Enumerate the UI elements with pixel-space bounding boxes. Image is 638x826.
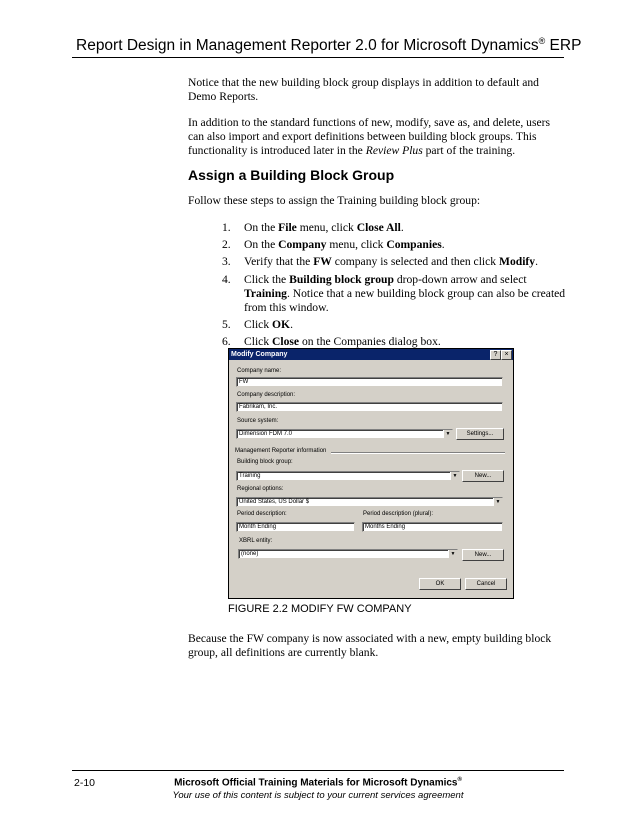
step-text: Click bbox=[244, 335, 273, 349]
period-description-plural-input[interactable]: Months Ending bbox=[362, 522, 503, 532]
new-building-block-button[interactable]: New... bbox=[462, 470, 504, 482]
step-bold-term: Modify bbox=[499, 255, 536, 269]
mr-information-group-label: Management Reporter information bbox=[235, 448, 327, 454]
step-bold-term: FW bbox=[313, 255, 332, 269]
chevron-down-icon[interactable]: ▼ bbox=[450, 472, 459, 480]
p2-emphasis: Review Plus bbox=[365, 144, 423, 158]
paragraph-conclusion-text: Because the FW company is now associated with a new, empty building block group, all definitions are currently blank. bbox=[188, 632, 552, 660]
modify-company-dialog bbox=[228, 348, 514, 599]
header-title-suffix: ERP bbox=[545, 37, 582, 55]
xbrl-entity-value: (none) bbox=[241, 551, 259, 557]
settings-button[interactable]: Settings... bbox=[456, 428, 504, 440]
xbrl-entity-dropdown[interactable] bbox=[238, 549, 458, 559]
source-system-label: Source system: bbox=[237, 418, 279, 424]
step-text: . bbox=[400, 221, 404, 234]
header-rule bbox=[72, 57, 564, 58]
building-block-group-dropdown[interactable] bbox=[236, 471, 460, 481]
step-text: menu, click bbox=[296, 221, 357, 234]
step-item bbox=[222, 221, 567, 235]
ok-button[interactable]: OK bbox=[419, 578, 461, 590]
source-system-value: Dimension FDM 7.0 bbox=[239, 431, 293, 437]
paragraph-intro-text: Notice that the new building block group displays in addition to default and Demo Reports. bbox=[188, 76, 539, 104]
step-number: 2. bbox=[222, 238, 231, 252]
step-text: on the Companies dialog box. bbox=[299, 335, 441, 349]
dialog-titlebar bbox=[229, 349, 513, 360]
step-item bbox=[222, 273, 567, 316]
paragraph-functions-text bbox=[188, 116, 566, 159]
step-text: Click the bbox=[244, 272, 290, 286]
paragraph-steps-intro-text: Follow these steps to assign the Training building block group: bbox=[188, 194, 481, 207]
dialog-title: Modify Company bbox=[231, 351, 288, 358]
period-description-input[interactable]: Month Ending bbox=[236, 522, 355, 532]
paragraph-intro bbox=[188, 76, 566, 104]
group-divider bbox=[331, 452, 505, 453]
regional-options-label: Regional options: bbox=[237, 486, 284, 492]
step-text: company is selected and then click bbox=[331, 255, 499, 269]
step-number: 3. bbox=[222, 255, 231, 269]
figure-caption: FIGURE 2.2 MODIFY FW COMPANY bbox=[228, 603, 412, 615]
period-description-plural-label: Period description (plural): bbox=[363, 511, 434, 517]
footer-registered-mark: ® bbox=[457, 777, 462, 783]
step-text: Verify that the bbox=[244, 255, 314, 269]
period-description-label: Period description: bbox=[237, 511, 287, 517]
paragraph-functions bbox=[188, 116, 566, 159]
regional-options-dropdown[interactable] bbox=[236, 497, 503, 507]
step-text: . bbox=[441, 238, 445, 252]
step-bold-term: Close All bbox=[356, 221, 401, 234]
company-name-label: Company name: bbox=[237, 368, 282, 374]
footer-notice: Your use of this content is subject to your current services agreement bbox=[172, 790, 464, 801]
steps-list bbox=[222, 221, 567, 353]
step-number: 5. bbox=[222, 318, 231, 332]
step-bold-term: File bbox=[278, 221, 297, 234]
paragraph-steps-intro bbox=[188, 194, 566, 208]
step-text: . bbox=[290, 318, 293, 332]
close-icon[interactable]: × bbox=[501, 350, 512, 360]
new-xbrl-button[interactable]: New... bbox=[462, 549, 504, 561]
step-bold-term: Company bbox=[278, 238, 327, 252]
building-block-group-value: Training bbox=[239, 473, 261, 479]
company-description-input[interactable]: Fabrikam, Inc. bbox=[236, 402, 503, 412]
footer-rule bbox=[72, 770, 564, 771]
chevron-down-icon[interactable]: ▼ bbox=[443, 430, 452, 438]
step-bold-term: OK bbox=[272, 318, 291, 332]
step-number: 1. bbox=[222, 221, 231, 234]
section-heading: Assign a Building Block Group bbox=[188, 167, 395, 183]
step-item bbox=[222, 318, 567, 332]
footer-title bbox=[158, 777, 478, 788]
step-text: Click bbox=[244, 318, 273, 332]
step-text: On the bbox=[244, 238, 279, 252]
regional-options-value: United States, US Dollar $ bbox=[239, 499, 310, 505]
step-bold-term: Training bbox=[244, 286, 287, 300]
step-text: drop-down arrow and select bbox=[393, 272, 527, 286]
p2-text-b: part of the training. bbox=[422, 144, 516, 158]
page-header-title bbox=[76, 36, 582, 55]
p2-text-a: In addition to the standard functions of new, modify, save as, and delete, users can also import and export definitions between building block groups. This functionality is introduced later in the bbox=[188, 116, 550, 158]
paragraph-conclusion bbox=[188, 632, 566, 660]
step-number: 4. bbox=[222, 272, 231, 286]
source-system-dropdown[interactable] bbox=[236, 429, 453, 439]
step-text: On the bbox=[244, 221, 279, 234]
step-text: menu, click bbox=[326, 238, 387, 252]
step-bold-term: Building block group bbox=[289, 272, 394, 286]
header-registered-mark: ® bbox=[538, 36, 546, 46]
step-item bbox=[222, 255, 567, 269]
cancel-button[interactable]: Cancel bbox=[465, 578, 507, 590]
xbrl-entity-label: XBRL entity: bbox=[239, 538, 273, 544]
step-number: 6. bbox=[222, 335, 231, 349]
step-bold-term: Companies bbox=[386, 238, 442, 252]
footer-title-text: Microsoft Official Training Materials for Microsoft Dynamics bbox=[174, 777, 458, 789]
header-title-text: Report Design in Management Reporter 2.0 for Microsoft Dynamics bbox=[76, 37, 539, 55]
step-item bbox=[222, 238, 567, 252]
step-text: . bbox=[535, 255, 538, 269]
step-bold-term: Close bbox=[272, 335, 300, 349]
company-name-input[interactable]: FW bbox=[236, 377, 503, 387]
page-number: 2-10 bbox=[74, 777, 96, 789]
chevron-down-icon[interactable]: ▼ bbox=[493, 498, 502, 506]
chevron-down-icon[interactable]: ▼ bbox=[448, 550, 457, 558]
company-description-label: Company description: bbox=[237, 392, 296, 398]
step-text: . Notice that a new building block group can also be created from this window. bbox=[244, 286, 566, 315]
building-block-group-label: Building block group: bbox=[237, 459, 293, 465]
help-icon[interactable]: ? bbox=[490, 350, 501, 360]
